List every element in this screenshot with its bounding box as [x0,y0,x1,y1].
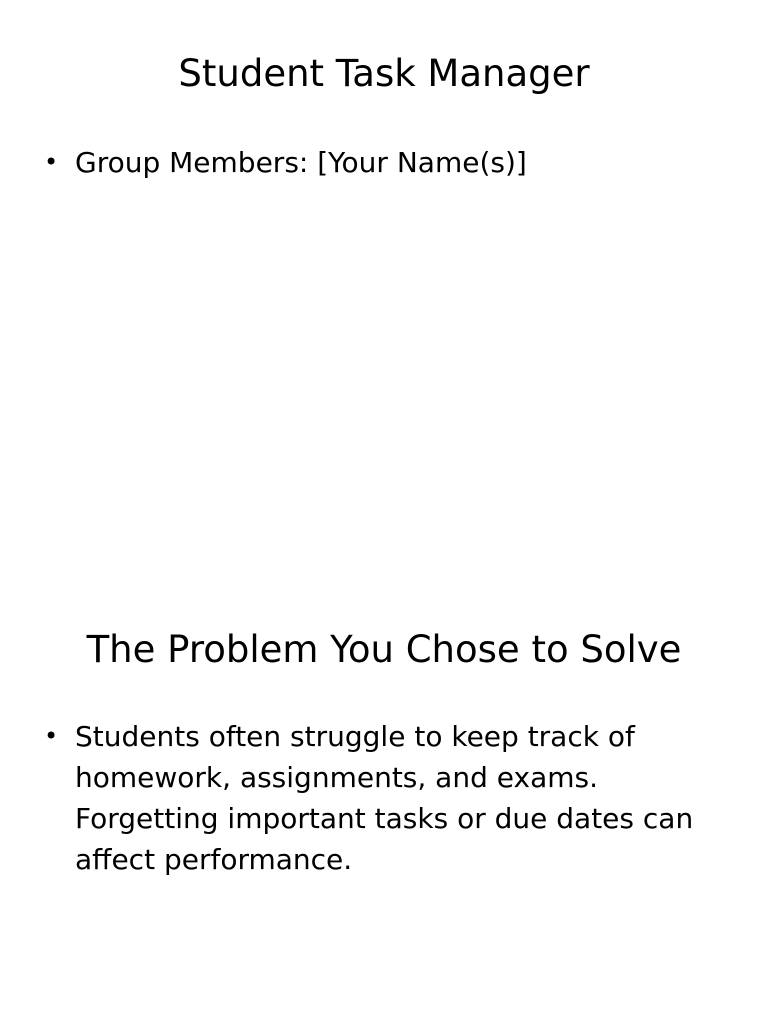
slide-title: Student Task Manager [178,52,590,95]
bullet-item [42,142,702,183]
bullet-list [42,716,702,880]
bullet-text: Students often struggle to keep track of homework, assignments, and exams. Forgetting important tasks or due dates can affect performance. [75,720,694,876]
bullet-list [42,142,702,183]
bullet-icon: • [44,148,59,176]
bullet-item [42,716,702,880]
bullet-icon: • [44,722,59,750]
slide-title: The Problem You Chose to Solve [86,628,682,671]
bullet-text: Group Members: [Your Name(s)] [75,146,527,179]
slide-2 [0,576,768,1024]
